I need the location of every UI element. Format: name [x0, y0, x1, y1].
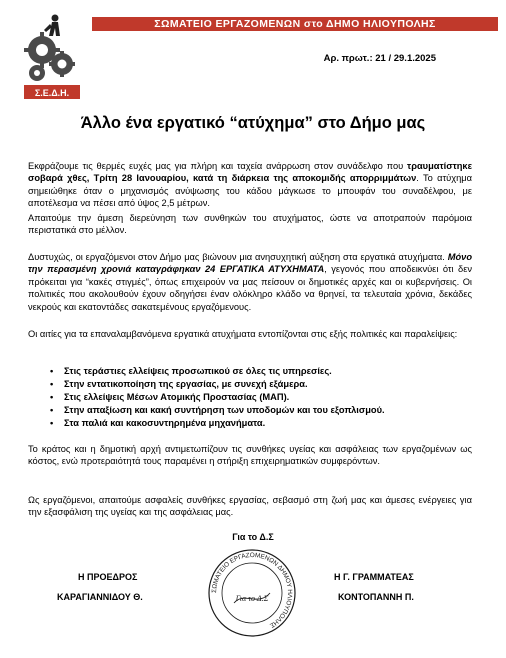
- list-item: • Στις τεράστιες ελλείψεις προσωπικού σε όλες τις υπηρεσίες.: [50, 365, 470, 378]
- stamp-text: ΣΩΜΑΤΕΙΟ ΕΡΓΑΖΟΜΕΝΩΝ ΔΗΜΟΥ ΗΛΙΟΥΠΟΛΗΣ: [210, 551, 294, 629]
- president-name: ΚΑΡΑΓΙΑΝΝΙΔΟΥ Θ.: [57, 592, 143, 602]
- paragraph-2: Απαιτούμε την άμεση διερεύνηση των συνθηκών του ατυχήματος, ώστε να αποτραπούν παρόμοια περιστατικά στο μέλλον.: [28, 213, 472, 236]
- union-name-banner: ΣΩΜΑΤΕΙΟ ΕΡΓΑΖΟΜΕΝΩΝ στο ΔΗΜΟ ΗΛΙΟΥΠΟΛΗΣ: [92, 17, 498, 31]
- stamp-center-text: Για το Δ.Σ: [235, 594, 269, 603]
- for-board-label: Για το Δ.Σ: [232, 532, 274, 542]
- list-item: • Στην απαξίωση και κακή συντήρηση των υποδομών και του εξοπλισμού.: [50, 404, 470, 417]
- logo-text: Σ.Ε.Δ.Η.: [34, 88, 70, 98]
- paragraph-4: Οι αιτίες για τα επαναλαμβανόμενα εργατικά ατυχήματα εντοπίζονται στις εξής πολιτικές και παραλείψεις:: [28, 329, 458, 339]
- page-title: Άλλο ένα εργατικό “ατύχημα” στο Δήμο μας: [80, 114, 426, 132]
- list-item: • Στις ελλείψεις Μέσων Ατομικής Προστασίας (ΜΑΠ).: [50, 391, 470, 404]
- protocol-number: Αρ. πρωτ.: 21 / 29.1.2025: [323, 53, 436, 64]
- causes-list: [50, 365, 470, 430]
- paragraph-1-intro: Εκφράζουμε τις θερμές ευχές μας για πλήρη και ταχεία ανάρρωση στον συνάδελφο που: [28, 161, 408, 171]
- paragraph-1-rest: . Το ατύχημα σημειώθηκε όταν ο μηχανισμός ανύψωσης του κάδου μάγκωσε το μπουφάν του συναδέλφου, με αποτέλεσμα να πέσει από ύψος 2,5 μέτρων.: [28, 173, 472, 209]
- gear-icon: [24, 32, 75, 81]
- paragraph-3-intro: Δυστυχώς, οι εργαζόμενοι στον Δήμο μας βιώνουν μια ανησυχητική αύξηση στα εργατικά ατυχήματα.: [28, 252, 448, 262]
- secretary-name: ΚΟΝΤΟΠΑΝΝΗ Π.: [338, 592, 414, 602]
- worker-figure-icon: [44, 15, 60, 37]
- list-item: • Στα παλιά και κακοσυντηρημένα μηχανήματα.: [50, 417, 470, 430]
- svg-text:ΣΩΜΑΤΕΙΟ ΕΡΓΑΖΟΜΕΝΩΝ ΔΗΜΟΥ ΗΛΙ: [211, 552, 293, 629]
- paragraph-3-rest: , γεγονός που αποδεικνύει ότι δεν πρόκειται για “κακές στιγμές”, όπως επιχειρούν να μας πείσουν οι δημοτικές αρχές και οι κυβερνήσεις. Οι πολιτικές που ακολουθούν έχουν οδηγήσει έναν ολόκληρο κλάδο να θρηνεί, τα τελευταία χρόνια, δεκάδες νεκρούς και εκατοντάδες σακατεμένους εργαζόμενους.: [28, 264, 473, 312]
- union-stamp: [206, 547, 298, 639]
- president-title: Η ΠΡΟΕΔΡΟΣ: [78, 572, 138, 582]
- paragraph-3-highlight: Μόνο την περασμένη χρονιά καταγράφηκαν 24 ΕΡΓΑΤΙΚΑ ΑΤΥΧΗΜΑΤΑ: [28, 252, 472, 275]
- union-logo: [22, 12, 82, 100]
- list-item: • Στην εντατικοποίηση της εργασίας, με συνεχή εξάμερα.: [50, 378, 470, 391]
- paragraph-5: Το κράτος και η δημοτική αρχή αντιμετωπίζουν τις συνθήκες υγείας και ασφάλειας των εργαζομένων ως κόστος, ενώ προτεραιότητά τους παραμένει η στήριξη επιχειρηματικών συμφερόντων.: [28, 444, 472, 467]
- paragraph-1: [28, 160, 472, 210]
- paragraph-3: [28, 251, 472, 313]
- secretary-title: Η Γ. ΓΡΑΜΜΑΤΕΑΣ: [334, 572, 414, 582]
- paragraph-1-bold: τραυματίστηκε σοβαρά χθες, Τρίτη 28 Ιανουαρίου, κατά τη διάρκεια της αποκομιδής απορριμμάτων: [28, 161, 472, 184]
- paragraph-6: Ως εργαζόμενοι, απαιτούμε ασφαλείς συνθήκες εργασίας, σεβασμό στη ζωή μας και άμεσες ενέργειες για την εξασφάλιση της υγείας και της ασφάλειας μας.: [28, 495, 472, 518]
